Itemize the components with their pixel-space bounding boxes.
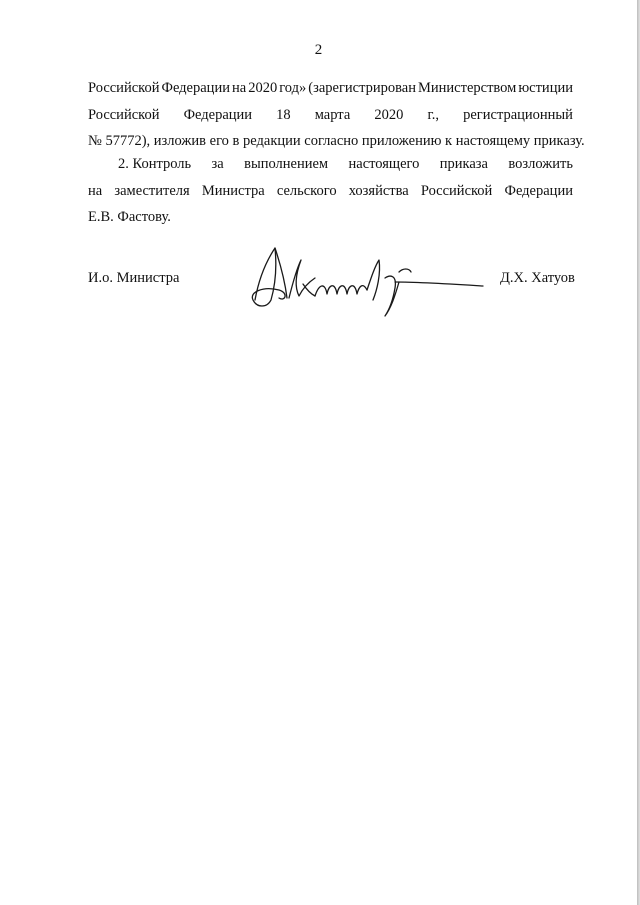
page-number: 2 <box>314 42 323 58</box>
word: сельского <box>276 182 337 199</box>
word: Федерации <box>161 80 230 96</box>
word: марта <box>314 106 351 123</box>
word: настоящего <box>348 156 420 172</box>
word: выполнением <box>244 156 329 172</box>
word: г., <box>427 106 440 123</box>
signatory-title: И.о. Министра <box>88 270 180 286</box>
paragraph-1-line-3: № 57772), изложив его в редакции согласно приложению к настоящему приказу. <box>88 133 585 149</box>
word: 18 <box>276 106 291 123</box>
word: заместителя <box>114 182 190 199</box>
word: за <box>211 156 224 172</box>
paragraph-2-line-2 <box>88 178 573 205</box>
word: на <box>88 182 103 199</box>
word: на <box>231 80 247 96</box>
paragraph-1 <box>88 75 585 155</box>
paragraph-1-line-1 <box>88 75 573 102</box>
paragraph-2 <box>88 151 573 231</box>
paragraph-1-line-2 <box>88 102 573 129</box>
word: год» <box>279 80 307 96</box>
word: Российской <box>88 106 160 123</box>
paragraph-2-line-1 <box>88 151 573 178</box>
word: Российской <box>88 80 160 96</box>
word: (зарегистрирован <box>308 80 416 96</box>
word: юстиции <box>518 80 573 96</box>
word: регистрационный <box>463 106 573 123</box>
word: возложить <box>508 156 573 172</box>
signatory-name: Д.Х. Хатуов <box>500 270 575 286</box>
handwritten-signature-icon <box>245 238 490 323</box>
word: приказа <box>439 156 488 172</box>
word: Министра <box>201 182 265 199</box>
word: Министерством <box>418 80 517 96</box>
word: 2020 <box>374 106 404 123</box>
word: 2020 <box>248 80 278 96</box>
word: Федерации <box>504 182 573 199</box>
word: Российской <box>420 182 493 199</box>
word: хозяйства <box>348 182 409 199</box>
word: 2. Контроль <box>118 156 192 172</box>
paragraph-2-line-3: Е.В. Фастову. <box>88 209 171 225</box>
word: Федерации <box>183 106 253 123</box>
